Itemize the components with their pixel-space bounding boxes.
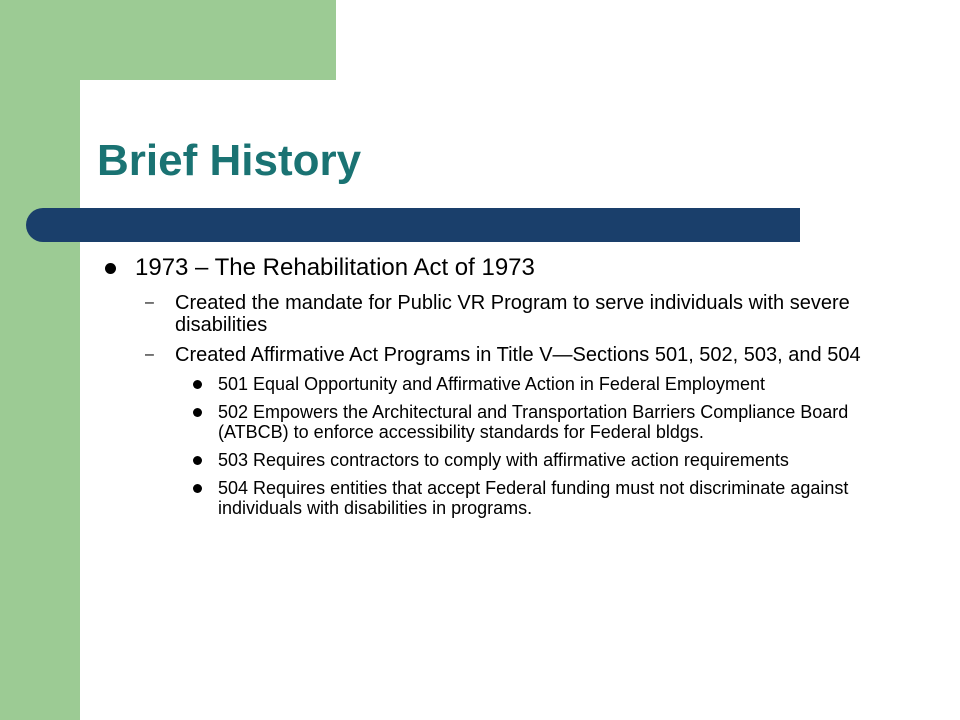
title-underline-bar <box>26 208 800 242</box>
green-top-band <box>80 0 336 80</box>
section-text: 502 Empowers the Architectural and Transportation Barriers Compliance Board (ATBCB) to enforce accessibility standards for Federal bldgs. <box>218 402 849 442</box>
section-item-502 <box>105 402 895 442</box>
section-text: 501 Equal Opportunity and Affirmative Action in Federal Employment <box>218 374 765 394</box>
bullet-dot-icon <box>193 456 202 465</box>
bullet-text: 1973 – The Rehabilitation Act of 1973 <box>135 254 535 281</box>
bullet-dot-icon <box>193 408 202 417</box>
section-text: 503 Requires contractors to comply with affirmative action requirements <box>218 450 789 470</box>
dash-marker: – <box>145 346 154 363</box>
section-item-503 <box>105 450 895 470</box>
bullet-item <box>105 254 895 282</box>
sub-item-text: Created the mandate for Public VR Program to serve individuals with severe disabilities <box>175 292 850 336</box>
bullet-dot-icon <box>105 263 116 274</box>
section-text: 504 Requires entities that accept Federal funding must not discriminate against individuals with disabilities in programs. <box>218 478 849 518</box>
slide-body <box>105 254 895 526</box>
bullet-dot-icon <box>193 380 202 389</box>
green-side-band <box>0 0 80 720</box>
section-item-504 <box>105 478 895 518</box>
slide-title: Brief History <box>97 136 362 185</box>
section-item-501 <box>105 374 895 394</box>
sub-item-text: Created Affirmative Act Programs in Title V—Sections 501, 502, 503, and 504 <box>175 344 861 366</box>
sub-item <box>105 292 895 336</box>
dash-marker: – <box>145 294 154 311</box>
bullet-dot-icon <box>193 484 202 493</box>
sub-item <box>105 344 895 366</box>
